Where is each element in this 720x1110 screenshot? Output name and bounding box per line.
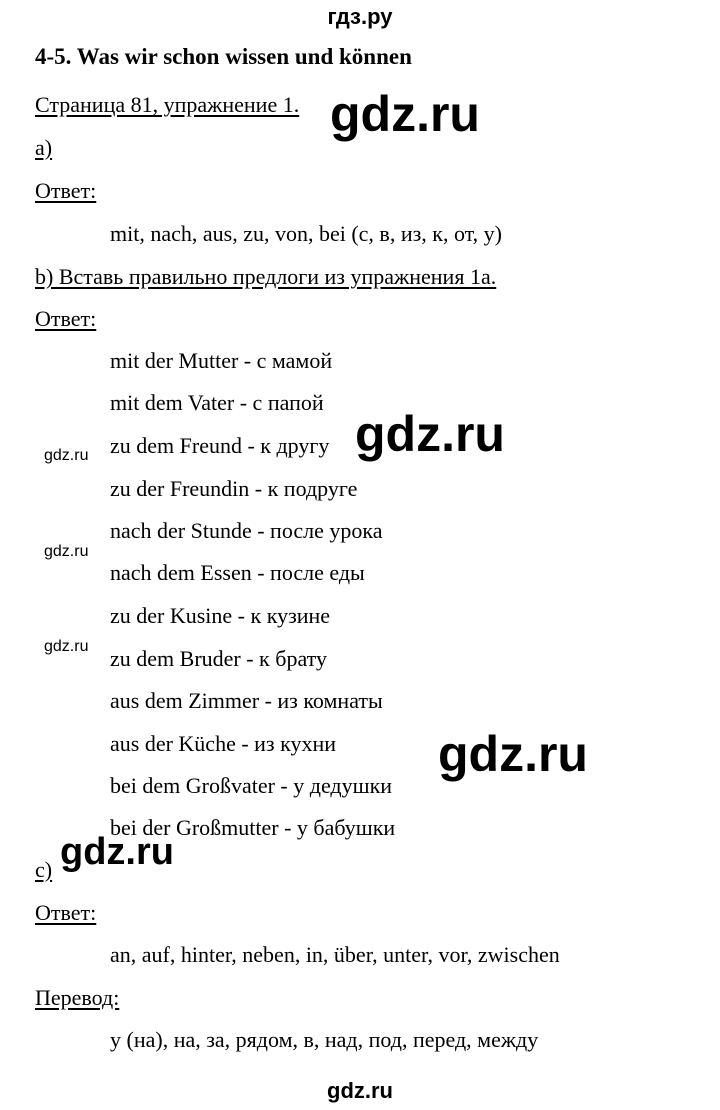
- list-item: bei der Großmutter - у бабушки: [110, 815, 396, 840]
- site-header: гдз.ру: [327, 4, 393, 29]
- section-c-label: с): [35, 857, 53, 882]
- page-heading: 4-5. Was wir schon wissen und können: [35, 44, 412, 69]
- section-b-label: b) Вставь правильно предлоги из упражнения 1а.: [35, 264, 497, 289]
- section-c-translation-label: Перевод:: [35, 985, 120, 1010]
- watermark: gdz.ru: [44, 543, 89, 560]
- list-item: zu dem Bruder - к брату: [110, 646, 327, 671]
- list-item: mit der Mutter - с мамой: [110, 348, 333, 373]
- list-item: aus der Küche - из кухни: [110, 731, 337, 756]
- watermark: gdz.ru: [330, 86, 480, 142]
- list-item: zu der Freundin - к подруге: [110, 476, 358, 501]
- site-footer: gdz.ru: [327, 1078, 393, 1103]
- watermark: gdz.ru: [438, 726, 588, 782]
- list-item: nach dem Essen - после еды: [110, 560, 365, 585]
- section-c-answer-label: Ответ:: [35, 900, 97, 925]
- section-a-label: а): [35, 135, 53, 160]
- section-c-answer: an, auf, hinter, neben, in, über, unter, vor, zwischen: [110, 942, 560, 967]
- list-item: bei dem Großvater - у дедушки: [110, 773, 393, 798]
- section-b-answer-label: Ответ:: [35, 306, 97, 331]
- section-c-translation: у (на), на, за, рядом, в, над, под, перед, между: [110, 1027, 539, 1052]
- list-item: mit dem Vater - с папой: [110, 390, 324, 415]
- watermark: gdz.ru: [44, 638, 89, 655]
- list-item: zu der Kusine - к кузине: [110, 603, 331, 628]
- section-a-answer: mit, nach, aus, zu, von, bei (с, в, из, к, от, у): [110, 221, 502, 246]
- watermark: gdz.ru: [355, 406, 505, 462]
- watermark: gdz.ru: [44, 447, 89, 464]
- list-item: zu dem Freund - к другу: [110, 433, 330, 458]
- watermark: gdz.ru: [60, 831, 174, 873]
- list-item: nach der Stunde - после урока: [110, 518, 383, 543]
- list-item: aus dem Zimmer - из комнаты: [110, 688, 383, 713]
- section-a-answer-label: Ответ:: [35, 178, 97, 203]
- page-reference: Страница 81, упражнение 1.: [35, 92, 300, 117]
